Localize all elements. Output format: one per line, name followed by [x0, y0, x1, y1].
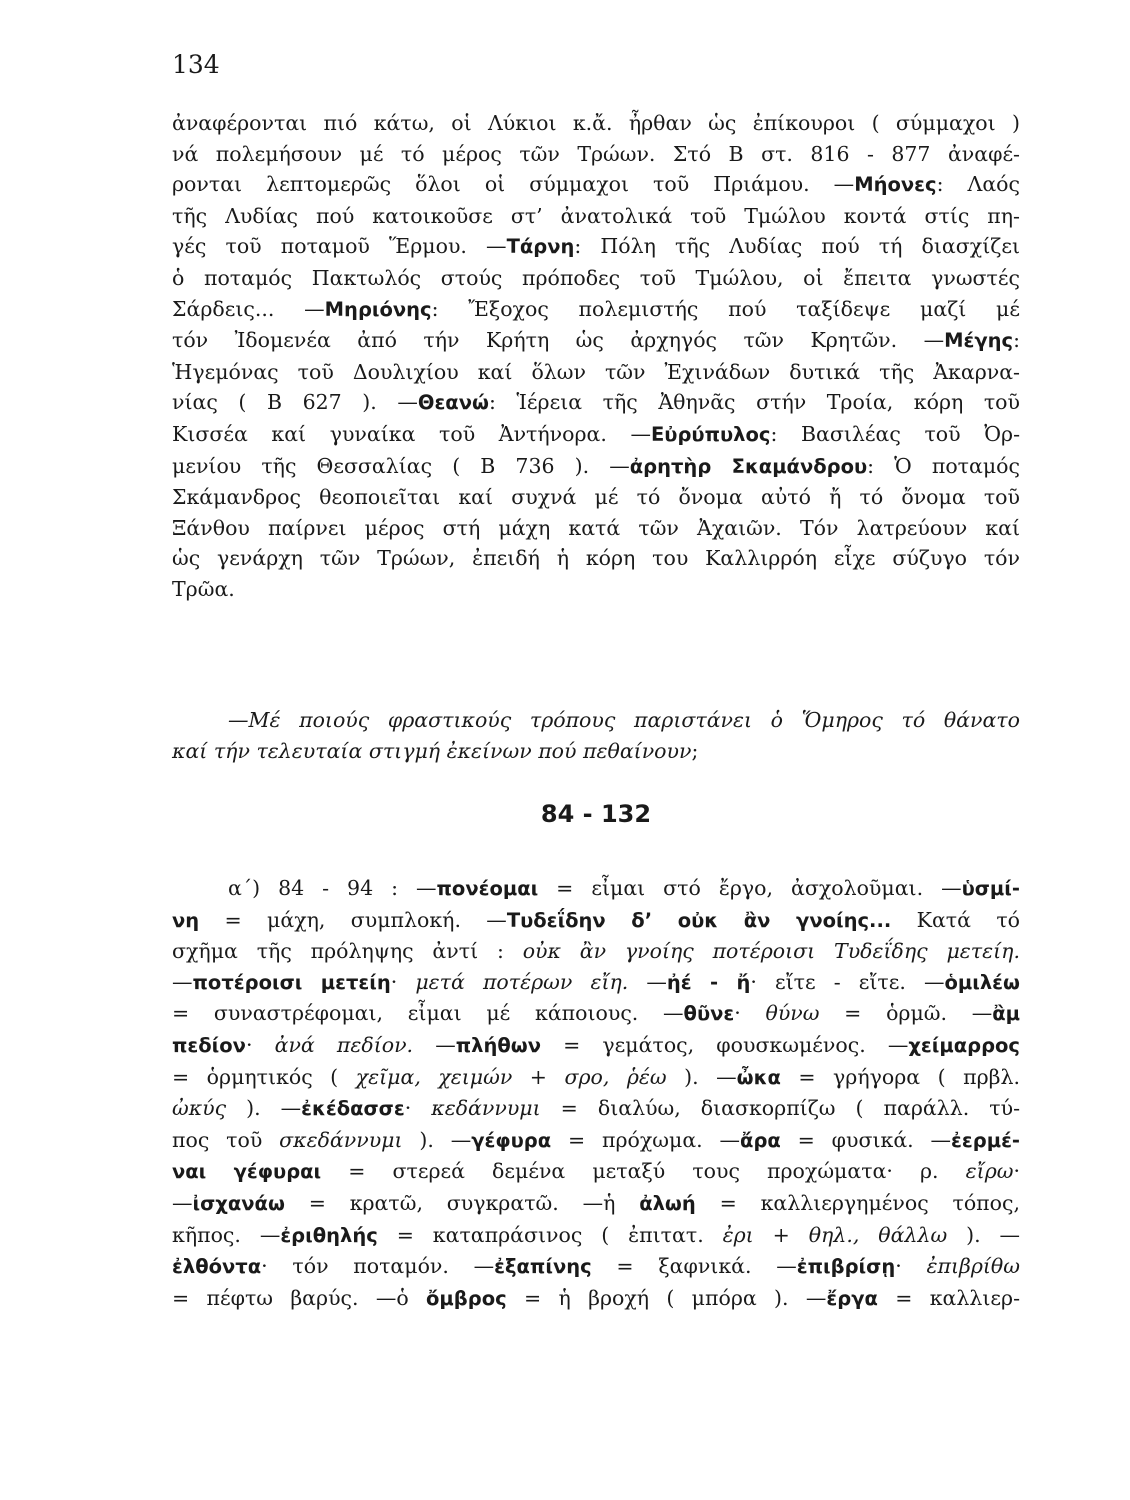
text-run: = πρόχωμα. —	[551, 1127, 741, 1152]
lemma-term: ποτέροισι μετείη	[192, 970, 391, 994]
text-run: : Ἱέρεια τῆς Ἀθηνᾶς στήν Τροία, κόρη τοῦ	[488, 390, 1020, 415]
text-run: ·	[895, 1254, 927, 1279]
text-line	[172, 1251, 1020, 1283]
italic-text: εἴρω	[965, 1159, 1014, 1184]
text-run: ). —	[402, 1127, 472, 1152]
italic-text: ἐρι + θηλ., θάλλω	[722, 1222, 948, 1247]
text-run: Σάρδεις... —	[172, 296, 325, 321]
text-run: :	[1013, 328, 1020, 353]
lemma-term: Μηριόνης	[324, 297, 432, 321]
lemma-term: χείμαρρος	[908, 1033, 1020, 1057]
text-line	[172, 1188, 1020, 1220]
text-line	[172, 419, 1020, 451]
text-line	[172, 451, 1020, 483]
text-line	[172, 705, 1020, 736]
text-line	[172, 108, 1020, 139]
text-run: ). —	[226, 1096, 302, 1121]
text-run: ·	[390, 969, 416, 994]
lemma-term: ἠέ - ἤ	[666, 970, 751, 994]
text-line	[172, 998, 1020, 1030]
text-run: α΄) 84 - 94 : —	[228, 876, 437, 900]
lemma-term: Τυδεΐδην δ’ οὐκ ἂν γνοίης...	[506, 908, 892, 932]
lemma-term: ἐριθηλής	[280, 1223, 378, 1247]
lemma-term: ἰσχανάω	[192, 1191, 285, 1215]
text-run: = γεμάτος, φουσκωμένος. —	[541, 1032, 909, 1057]
commentary-block-1	[172, 108, 1020, 605]
lemma-term: γέφυρα	[471, 1128, 552, 1152]
text-run: : Ὁ ποταμός	[867, 453, 1020, 478]
text-run: = πέφτω βαρύς. —ὁ	[172, 1285, 427, 1310]
italic-text: ἐπιβρίθω	[926, 1254, 1020, 1279]
text-run: : Βασιλέας τοῦ Ὀρ-	[770, 421, 1020, 446]
text-run: = φυσικά. —	[780, 1127, 952, 1152]
italic-text: μετά ποτέρων εἴη.	[415, 969, 629, 994]
text-run: μενίου τῆς Θεσσαλίας ( Β 736 ). —	[172, 453, 630, 478]
text-line	[172, 543, 1020, 574]
text-run: Κατά τό	[891, 907, 1021, 932]
lemma-term: ὑσμί-	[961, 877, 1020, 900]
text-run: = καλλιερ-	[877, 1285, 1020, 1310]
text-run: = ὁρμῶ. —	[819, 1001, 993, 1026]
italic-text: ἀνά πεδίον.	[274, 1032, 414, 1057]
text-run: = μάχη, συμπλοκή. —	[199, 907, 507, 932]
text-run: τῆς Λυδίας πού κατοικοῦσε στ’ ἀνατολικά τοῦ Τμώλου κοντά στίς πη-	[172, 203, 1020, 228]
text-line	[172, 873, 1020, 905]
text-run: : Λαός	[936, 172, 1020, 197]
text-run: ·	[245, 1032, 275, 1057]
text-line	[172, 231, 1020, 263]
text-run: —	[172, 969, 193, 994]
text-line	[172, 1030, 1020, 1062]
text-run: γές τοῦ ποταμοῦ Ἕρμου. —	[172, 234, 507, 259]
lemma-term: νη	[172, 908, 200, 932]
text-run: Κισσέα καί γυναίκα τοῦ Ἀντήνορα. —	[172, 421, 651, 446]
text-run: ὡς γενάρχη τῶν Τρώων, ἐπειδή ἡ κόρη του Καλλιρρόη εἶχε σύζυγο τόν	[172, 546, 1020, 571]
lemma-term: ἄρα	[740, 1128, 781, 1152]
lemma-term: πονέομαι	[436, 877, 539, 900]
text-run: = ὁρμητικός (	[172, 1064, 356, 1089]
text-run: νά πολεμήσουν μέ τό μέρος τῶν Τρώων. Στό Β στ. 816 - 877 ἀναφέ-	[172, 141, 1020, 166]
text-run: Ἡγεμόνας τοῦ Δουλιχίου καί ὅλων τῶν Ἐχινάδων δυτικά τῆς Ἀκαρνα-	[172, 359, 1020, 384]
text-run: = διαλύω, διασκορπίζω ( παράλλ. τύ-	[540, 1096, 1020, 1121]
commentary-block-2	[172, 873, 1020, 1314]
italic-text: καί τήν τελευταία στιγμή ἐκείνων πού πεθαίνουν	[172, 738, 692, 763]
text-line	[172, 1125, 1020, 1157]
italic-text: χεῖμα, χειμών + σρο, ῥέω	[355, 1064, 667, 1089]
lemma-term: ἐξαπίνης	[494, 1255, 592, 1279]
text-line	[172, 967, 1020, 999]
text-line	[172, 1062, 1020, 1094]
text-run: = ἡ βροχή ( μπόρα ). —	[506, 1285, 827, 1310]
text-run: · τόν ποταμόν. —	[261, 1254, 495, 1279]
text-run: ρονται λεπτομερῶς ὅλοι οἱ σύμμαχοι τοῦ Πριάμου. —	[172, 172, 855, 197]
text-line	[172, 325, 1020, 357]
text-run: = καταπράσινος ( ἐπιτατ.	[377, 1222, 723, 1247]
text-run: πος τοῦ	[172, 1127, 280, 1152]
text-run: σχῆμα τῆς πρόληψης ἀντί :	[172, 939, 523, 964]
lemma-term: ἔργα	[826, 1286, 878, 1310]
lemma-term: ἐπιβρίσῃ	[796, 1255, 896, 1279]
italic-text: θύνω	[765, 1001, 820, 1026]
text-run: = καλλιεργημένος τόπος,	[695, 1190, 1020, 1215]
text-line	[172, 294, 1020, 326]
text-run: · εἴτε - εἴτε. —	[750, 969, 945, 994]
section-heading: 84 - 132	[540, 800, 652, 828]
text-run: —	[628, 969, 667, 994]
text-run: = ξαφνικά. —	[591, 1254, 797, 1279]
lemma-term: ἂμ	[992, 1002, 1020, 1026]
text-line	[172, 201, 1020, 232]
text-run: = κρατῶ, συγκρατῶ. —ἡ	[284, 1190, 640, 1215]
text-line	[172, 513, 1020, 544]
lemma-term: ὦκα	[736, 1065, 781, 1089]
text-run: = στερεά δεμένα μεταξύ τους προχώματα· ρ.	[321, 1159, 966, 1184]
lemma-term: ἐερμέ-	[951, 1128, 1021, 1152]
text-run: = συναστρέφομαι, εἶμαι μέ κάποιους. —	[172, 1001, 684, 1026]
lemma-term: ἀρητὴρ Σκαμάνδρου	[629, 454, 868, 478]
text-line	[172, 1093, 1020, 1125]
lemma-term: πλήθων	[455, 1033, 541, 1057]
text-line	[172, 357, 1020, 388]
text-run: κῆπος. —	[172, 1222, 281, 1247]
italic-text: —Μέ ποιούς φραστικούς τρόπους παριστάνει ὁ Ὅμηρος τό θάνατο	[228, 708, 1020, 732]
text-line	[172, 1156, 1020, 1188]
text-run: —	[172, 1190, 193, 1215]
text-line	[172, 482, 1020, 513]
text-run: ). —	[947, 1222, 1021, 1247]
text-line	[172, 169, 1020, 201]
italic-text: οὐκ ἂν γνοίης ποτέροισι Τυδεΐδης μετείη.	[522, 939, 1020, 964]
text-run: ἀναφέρονται πιό κάτω, οἱ Λύκιοι κ.ἄ. ἦρθαν ὡς ἐπίκουροι ( σύμμαχοι )	[172, 111, 1020, 135]
study-question	[172, 705, 1020, 766]
text-run: = γρήγορα ( πρβλ.	[780, 1064, 1020, 1089]
text-line	[172, 1283, 1020, 1315]
text-run: ). —	[666, 1064, 737, 1089]
lemma-term: πεδίον	[172, 1033, 246, 1057]
text-line	[172, 139, 1020, 170]
text-line	[172, 1220, 1020, 1252]
lemma-term: ἐκέδασσε	[301, 1097, 405, 1121]
text-line	[172, 905, 1020, 937]
lemma-term: Μέγης	[944, 329, 1014, 353]
text-run: ·	[404, 1096, 432, 1121]
text-run: ;	[691, 738, 699, 763]
lemma-term: Θεανώ	[417, 391, 489, 415]
italic-text: σκεδάννυμι	[279, 1127, 403, 1152]
italic-text: κεδάννυμι	[431, 1096, 541, 1121]
text-run: = εἶμαι στό ἔργο, ἀσχολοῦμαι. —	[538, 876, 962, 900]
lemma-term: ἐλθόντα	[172, 1255, 262, 1279]
text-run: ὁ ποταμός Πακτωλός στούς πρόποδες τοῦ Τμώλου, οἱ ἔπειτα γνωστές	[172, 265, 1020, 290]
text-run: Ξάνθου παίρνει μέρος στή μάχη κατά τῶν Ἀχαιῶν. Τόν λατρεύουν καί	[172, 515, 1020, 540]
text-run: Τρῶα.	[172, 576, 235, 601]
lemma-term: Εὐρύπυλος	[650, 422, 771, 446]
text-run: τόν Ἰδομενέα ἀπό τήν Κρήτη ὡς ἀρχηγός τῶν Κρητῶν. —	[172, 328, 945, 353]
text-line	[172, 387, 1020, 419]
italic-text: ὠκύς	[172, 1096, 227, 1121]
text-run: νίας ( Β 627 ). —	[172, 390, 418, 415]
lemma-term: ὁμιλέω	[944, 970, 1020, 994]
text-run: ·	[734, 1001, 766, 1026]
text-run: ·	[1013, 1159, 1020, 1184]
text-run: : Ἔξοχος πολεμιστής πού ταξίδεψε μαζί μέ	[431, 296, 1021, 321]
lemma-term: ἀλωή	[639, 1191, 696, 1215]
text-line	[172, 574, 1020, 605]
text-line	[172, 936, 1020, 967]
lemma-term: Μήονες	[854, 173, 937, 197]
text-line	[172, 736, 1020, 767]
text-run: Σκάμανδρος θεοποιεῖται καί συχνά μέ τό ὄνομα αὐτό ἤ τό ὄνομα τοῦ	[172, 485, 1020, 510]
lemma-term: ὄμβρος	[426, 1286, 507, 1310]
text-run: —	[413, 1032, 456, 1057]
lemma-term: Τάρνη	[506, 235, 575, 259]
lemma-term: θῦνε	[683, 1002, 735, 1026]
text-run: : Πόλη τῆς Λυδίας πού τή διασχίζει	[574, 234, 1020, 259]
page-number: 134	[172, 50, 220, 79]
lemma-term: ναι γέφυραι	[172, 1160, 322, 1184]
text-line	[172, 263, 1020, 294]
